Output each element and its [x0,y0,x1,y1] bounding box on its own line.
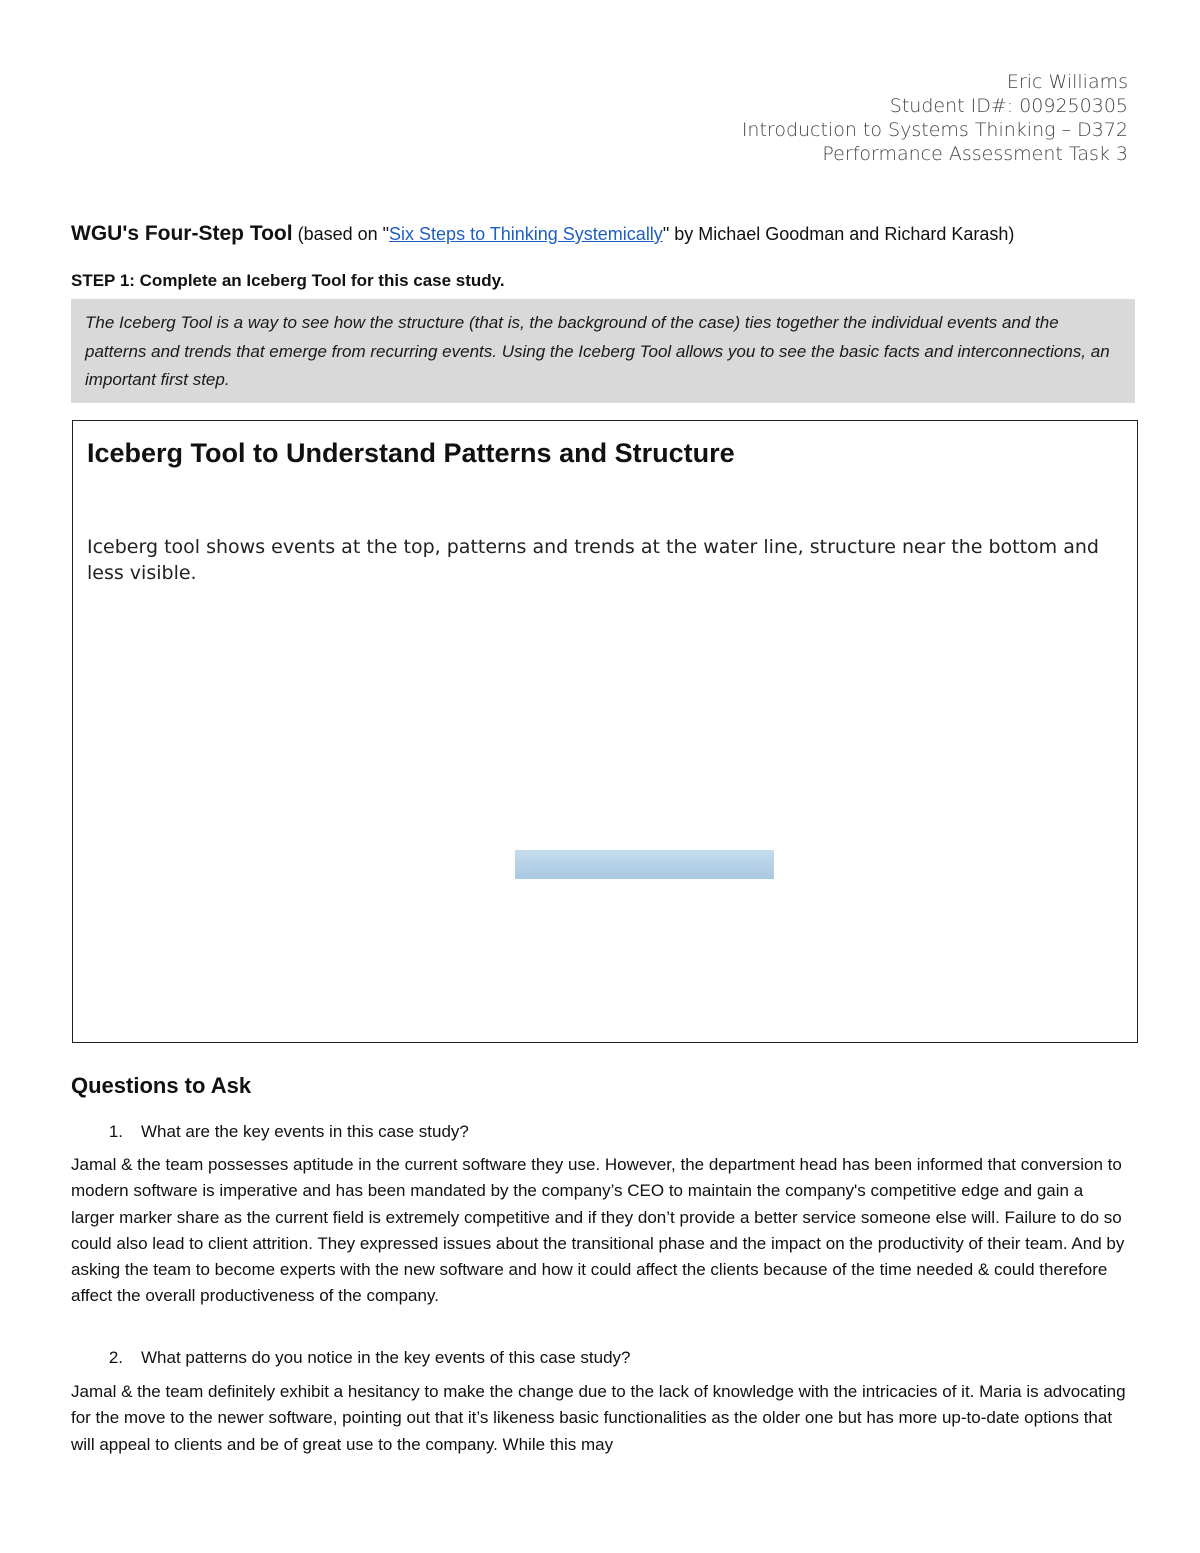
iceberg-description: Iceberg tool shows events at the top, patterns and trends at the water line, structure near the bottom and less visible. [87,536,1099,584]
question-item [71,1346,631,1370]
question-text: What are the key events in this case study? [141,1122,469,1141]
question-text: What patterns do you notice in the key events of this case study? [141,1348,631,1367]
iceberg-title: Iceberg Tool to Understand Patterns and Structure [87,438,735,468]
six-steps-link[interactable]: Six Steps to Thinking Systemically [389,224,663,244]
document-header [742,70,1128,166]
iceberg-tool-frame [72,420,1138,1043]
info-box: The Iceberg Tool is a way to see how the structure (that is, the background of the case) ties together the individual events and the patterns and trends that emerge from recurring events. Using the Iceberg Tool allows you to see the basic facts and interconnections, an important first step. [71,299,1135,403]
question-number: 1. [108,1122,123,1141]
tool-title-prefix: (based on " [292,224,390,244]
tool-title [71,220,1151,248]
course-name: Introduction to Systems Thinking – D372 [741,119,1128,141]
question-number: 2. [108,1348,123,1367]
answer-paragraph: Jamal & the team possesses aptitude in the current software they use. However, the department head has been informed that conversion to modern software is imperative and has been mandated by the company’s CEO to maintain the company's competitive edge and gain a larger marker share as the current field is extremely competitive and if they don’t provide a better service someone else will. Failure to do so could also lead to client attrition. They expressed issues about the transitional phase and the impact on the productivity of their team. And by asking the team to become experts with the new software and how it could affect the clients because of the time needed & could therefore affect the overall productiveness of the company. [71,1155,1125,1306]
tool-title-suffix: " by Michael Goodman and Richard Karash) [662,224,1015,244]
student-id: Student ID#: 009250305 [889,95,1128,117]
author-name: Eric Williams [1006,71,1128,93]
step-1-heading: STEP 1: Complete an Iceberg Tool for this case study. [71,271,505,290]
waterline-bar [515,850,774,879]
task-name: Performance Assessment Task 3 [822,143,1128,165]
answer-paragraph: Jamal & the team definitely exhibit a hesitancy to make the change due to the lack of knowledge with the intricacies of it. Maria is advocating for the move to the newer software, pointing out that it’s likeness basic functionalities as the older one but has more up-to-date options that will appeal to clients and be of great use to the company. While this may [71,1382,1126,1454]
question-item [71,1120,469,1144]
questions-heading: Questions to Ask [71,1073,252,1098]
tool-title-main: WGU's Four-Step Tool [71,222,293,245]
